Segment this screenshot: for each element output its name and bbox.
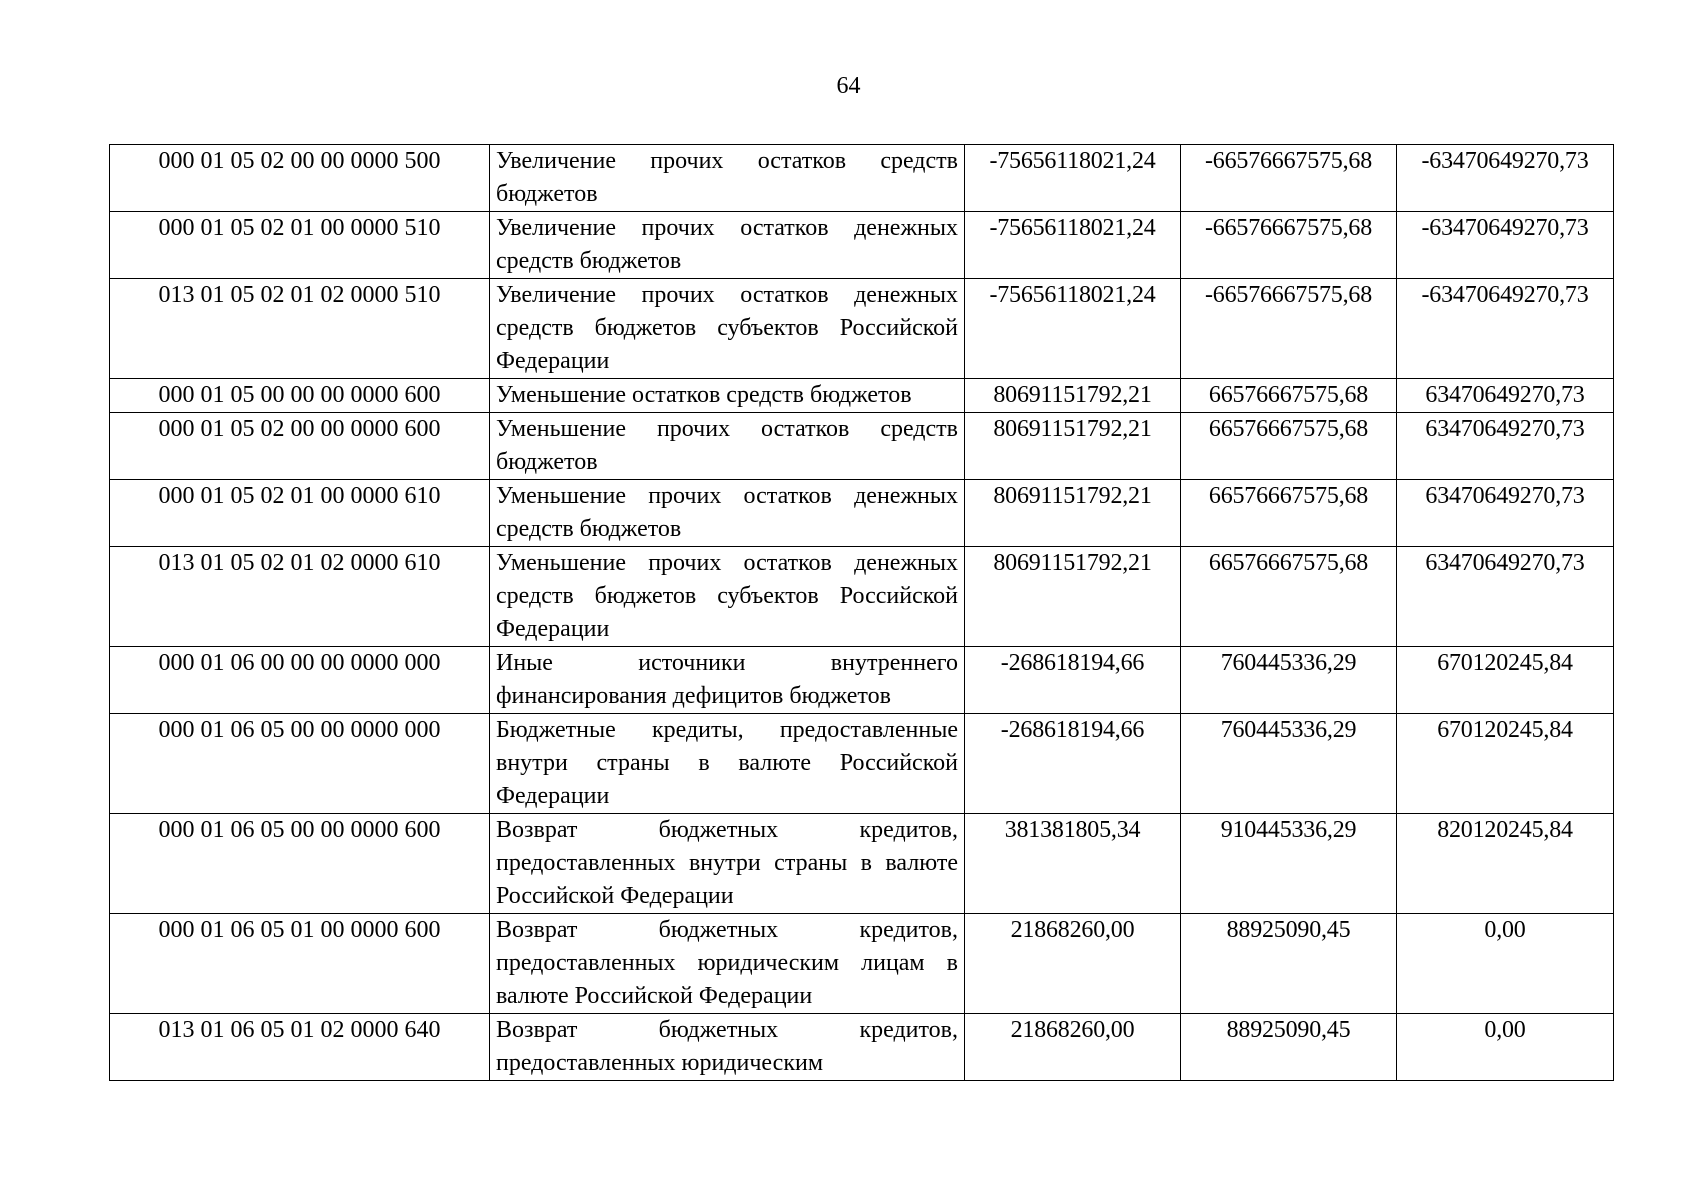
cell-value-1: -75656118021,24 (965, 145, 1181, 212)
cell-value-2: 760445336,29 (1181, 647, 1397, 714)
table-row (110, 212, 1614, 279)
cell-name: Увеличение прочих остатков денежных средств бюджетов субъектов Российской Федерации (490, 279, 965, 379)
cell-value-3: 670120245,84 (1397, 714, 1614, 814)
table-row (110, 279, 1614, 379)
cell-value-1: 80691151792,21 (965, 413, 1181, 480)
cell-code: 000 01 05 02 01 00 0000 610 (110, 480, 490, 547)
cell-value-2: 88925090,45 (1181, 914, 1397, 1014)
cell-name: Увеличение прочих остатков средств бюджетов (490, 145, 965, 212)
cell-value-2: 88925090,45 (1181, 1014, 1397, 1081)
cell-code: 000 01 05 02 01 00 0000 510 (110, 212, 490, 279)
cell-value-3: 63470649270,73 (1397, 480, 1614, 547)
table-row (110, 379, 1614, 413)
cell-value-3: -63470649270,73 (1397, 212, 1614, 279)
cell-value-1: -268618194,66 (965, 714, 1181, 814)
page-number: 64 (836, 73, 861, 99)
cell-name: Уменьшение прочих остатков денежных средств бюджетов (490, 480, 965, 547)
cell-value-3: -63470649270,73 (1397, 279, 1614, 379)
cell-value-3: 0,00 (1397, 914, 1614, 1014)
cell-name: Возврат бюджетных кредитов, предоставленных юридическим лицам в валюте Российской Федерации (490, 914, 965, 1014)
cell-value-1: 80691151792,21 (965, 547, 1181, 647)
table-row (110, 547, 1614, 647)
cell-name: Возврат бюджетных кредитов, предоставленных юридическим (490, 1014, 965, 1081)
cell-value-2: -66576667575,68 (1181, 279, 1397, 379)
cell-value-3: 670120245,84 (1397, 647, 1614, 714)
cell-value-3: 63470649270,73 (1397, 379, 1614, 413)
cell-value-3: -63470649270,73 (1397, 145, 1614, 212)
cell-code: 000 01 06 05 00 00 0000 000 (110, 714, 490, 814)
table-row (110, 145, 1614, 212)
cell-code: 000 01 06 00 00 00 0000 000 (110, 647, 490, 714)
table-row (110, 814, 1614, 914)
cell-name: Возврат бюджетных кредитов, предоставленных внутри страны в валюте Российской Федерации (490, 814, 965, 914)
cell-value-2: 66576667575,68 (1181, 547, 1397, 647)
cell-code: 000 01 05 02 00 00 0000 500 (110, 145, 490, 212)
cell-name: Увеличение прочих остатков денежных средств бюджетов (490, 212, 965, 279)
cell-value-3: 820120245,84 (1397, 814, 1614, 914)
cell-value-1: -75656118021,24 (965, 279, 1181, 379)
cell-value-2: 760445336,29 (1181, 714, 1397, 814)
cell-value-2: 66576667575,68 (1181, 413, 1397, 480)
table-row (110, 413, 1614, 480)
cell-value-1: -268618194,66 (965, 647, 1181, 714)
cell-value-1: -75656118021,24 (965, 212, 1181, 279)
budget-sources-table (109, 144, 1614, 1081)
cell-value-3: 63470649270,73 (1397, 547, 1614, 647)
cell-value-1: 80691151792,21 (965, 480, 1181, 547)
table-row (110, 1014, 1614, 1081)
table-row (110, 480, 1614, 547)
cell-name: Иные источники внутреннего финансирования дефицитов бюджетов (490, 647, 965, 714)
cell-value-1: 21868260,00 (965, 1014, 1181, 1081)
cell-value-1: 21868260,00 (965, 914, 1181, 1014)
table-row (110, 714, 1614, 814)
cell-code: 000 01 06 05 00 00 0000 600 (110, 814, 490, 914)
cell-value-2: 910445336,29 (1181, 814, 1397, 914)
cell-value-1: 381381805,34 (965, 814, 1181, 914)
cell-code: 013 01 05 02 01 02 0000 510 (110, 279, 490, 379)
cell-code: 013 01 06 05 01 02 0000 640 (110, 1014, 490, 1081)
cell-code: 000 01 05 00 00 00 0000 600 (110, 379, 490, 413)
cell-value-2: 66576667575,68 (1181, 379, 1397, 413)
cell-value-3: 0,00 (1397, 1014, 1614, 1081)
cell-name: Уменьшение прочих остатков денежных средств бюджетов субъектов Российской Федерации (490, 547, 965, 647)
table-body (110, 145, 1614, 1081)
cell-name: Уменьшение остатков средств бюджетов (490, 379, 965, 413)
table-row (110, 914, 1614, 1014)
cell-code: 013 01 05 02 01 02 0000 610 (110, 547, 490, 647)
cell-value-3: 63470649270,73 (1397, 413, 1614, 480)
cell-code: 000 01 06 05 01 00 0000 600 (110, 914, 490, 1014)
cell-name: Уменьшение прочих остатков средств бюджетов (490, 413, 965, 480)
table-row (110, 647, 1614, 714)
cell-code: 000 01 05 02 00 00 0000 600 (110, 413, 490, 480)
cell-value-1: 80691151792,21 (965, 379, 1181, 413)
cell-value-2: -66576667575,68 (1181, 212, 1397, 279)
cell-value-2: 66576667575,68 (1181, 480, 1397, 547)
cell-value-2: -66576667575,68 (1181, 145, 1397, 212)
cell-name: Бюджетные кредиты, предоставленные внутри страны в валюте Российской Федерации (490, 714, 965, 814)
